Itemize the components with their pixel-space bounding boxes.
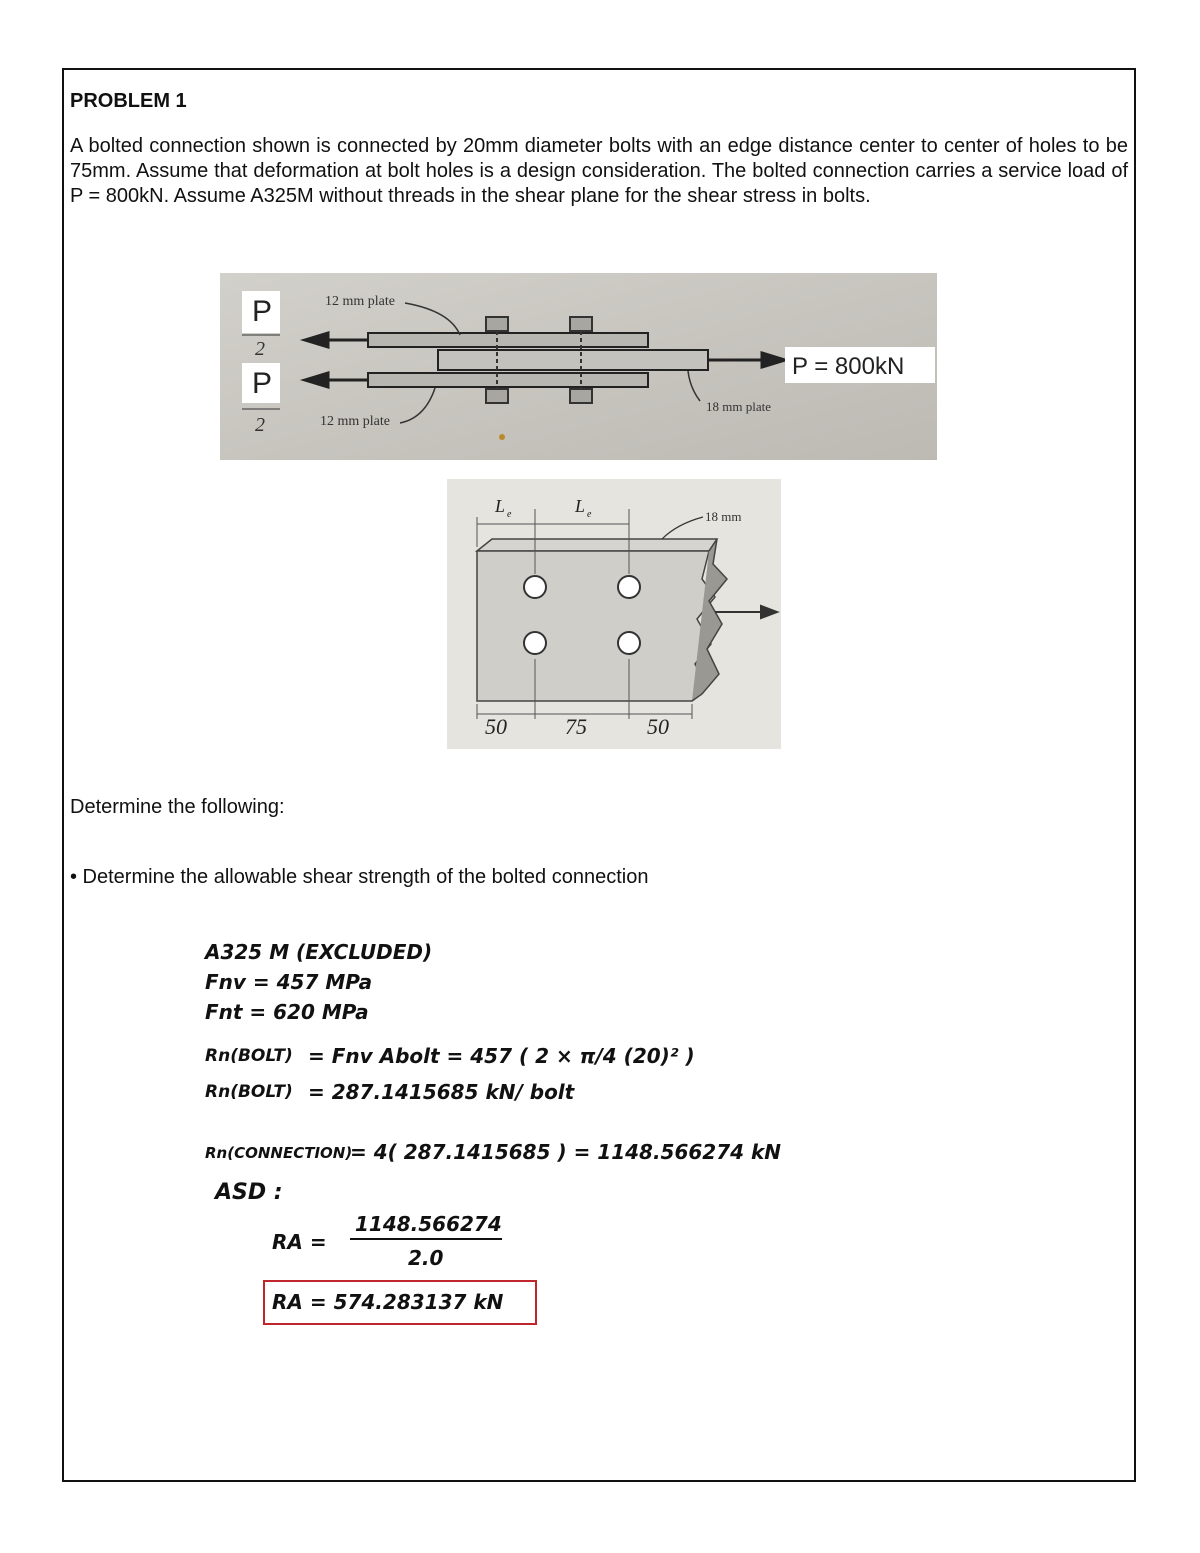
fraction-numerator: 1148.566274 [355, 1212, 502, 1236]
dim-edge-right: 50 [647, 714, 669, 739]
determine-prompt: Determine the following: [70, 796, 285, 818]
denominator-top: 2 [255, 338, 265, 360]
connection-side-view-figure [220, 273, 937, 460]
dim-edge-left: 50 [485, 714, 507, 739]
solution-line-fnt: Fnt = 620 MPa [205, 1000, 369, 1024]
problem-title: PROBLEM 1 [70, 90, 187, 112]
rn-bolt-label-2: Rn(BOLT) [205, 1082, 293, 1102]
bottom-plate-label: 12 mm plate [320, 414, 390, 429]
dim-spacing: 75 [565, 714, 587, 739]
rn-bolt-label: Rn(BOLT) [205, 1046, 293, 1066]
fraction-bar [350, 1238, 502, 1240]
le-sub-1: e [507, 509, 512, 520]
rn-connection-expression: = 4( 287.1415685 ) = 1148.566274 kN [350, 1140, 782, 1164]
rn-bolt-expression: = Fnv Abolt = 457 ( 2 × π/4 (20)² ) [308, 1044, 695, 1068]
le-label-1: L [495, 496, 506, 516]
plate-plan-view-figure [447, 479, 781, 749]
p-bottom-label: P [252, 367, 273, 400]
fraction-denominator: 2.0 [408, 1246, 444, 1270]
ra-label: RA = [272, 1230, 327, 1254]
top-plate-label: 12 mm plate [325, 294, 395, 309]
solution-line-fnv: Fnv = 457 MPa [205, 970, 373, 994]
solution-line-bolt-type: A325 M (EXCLUDED) [205, 940, 433, 964]
problem-statement: A bolted connection shown is connected by 20mm diameter bolts with an edge distance center to center of holes to be 75mm. Assume that deformation at bolt holes is a design consideration. The bolted connection carries a service load of P = 800kN. Assume A325M without threads in the shear plane for the shear stress in bolts. [70, 135, 1128, 207]
denominator-bottom: 2 [255, 414, 265, 436]
p-top-label: P [252, 295, 273, 328]
thickness-label: 18 mm [705, 509, 742, 524]
rn-bolt-result: = 287.1415685 kN/ bolt [308, 1080, 575, 1104]
rn-connection-label: Rn(CONNECTION) [205, 1144, 353, 1162]
le-label-2: L [575, 496, 586, 516]
asd-heading: ASD : [215, 1180, 283, 1205]
task-bullet: • Determine the allowable shear strength of the bolted connection [70, 866, 649, 888]
middle-plate-label: 18 mm plate [706, 399, 771, 414]
final-answer: RA = 574.283137 kN [272, 1290, 504, 1314]
le-sub-2: e [587, 509, 592, 520]
load-label: P = 800kN [792, 353, 905, 380]
